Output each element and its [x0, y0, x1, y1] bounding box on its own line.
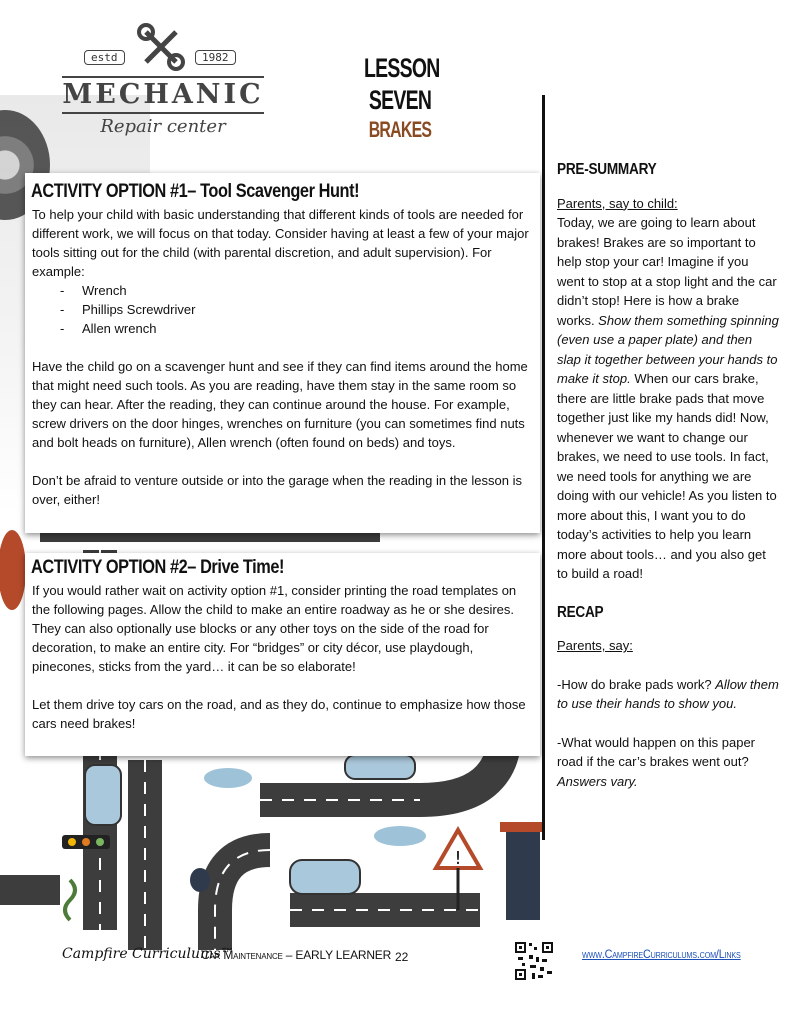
activity-option-1-card — [25, 173, 540, 533]
svg-text:!: ! — [454, 848, 462, 869]
presummary-title: PRE-SUMMARY — [557, 161, 657, 178]
recap-q2-italic: Answers vary. — [557, 773, 638, 789]
logo-estd-badge: estd — [84, 50, 125, 65]
tool-list-item: - Wrench — [60, 281, 537, 300]
lesson-title-line1: LESSON — [364, 53, 440, 83]
logo-subtitle: Repair center — [100, 116, 226, 137]
recap-q1-italic: Allow them to use their hands to show you. — [557, 676, 779, 711]
activity-1-body — [32, 205, 537, 528]
lesson-title-line2: SEVEN — [368, 85, 432, 115]
footer-brand: Campfire Curriculums™ — [62, 946, 235, 962]
activity-1-title: ACTIVITY OPTION #1– Tool Scavenger Hunt! — [31, 181, 360, 202]
qr-code-icon — [514, 941, 554, 981]
activity-1-intro: To help your child with basic understanding that different kinds of tools are needed for different work, we will focus on that today. Consider having at least a few of your major tools sitting out for the child (with parental discretion, and adult supervision). For example: — [32, 207, 529, 279]
activity-2-body — [32, 581, 537, 752]
activity-2-para2: Let them drive toy cars on the road, and as they do, continue to emphasize how those cars need brakes! — [32, 697, 526, 731]
right-column — [557, 160, 779, 810]
logo-name: MECHANIC — [62, 76, 264, 114]
recap-question-1 — [557, 675, 779, 714]
recap-q1-text: -How do brake pads work? — [557, 676, 716, 692]
column-divider — [542, 95, 545, 840]
presummary-prompt: Parents, say to child: — [557, 195, 678, 211]
wrench-screwdriver-icon — [136, 22, 186, 72]
activity-1-para2: Have the child go on a scavenger hunt and see if they can find items around the home that might need such tools. As you are reading, have them stay in the same room so they can hear. After the reading, they can continue around the house. For example, screw drivers on the door hinges, wrenches on furniture (you can sometimes find nuts and bolt heads on furniture), Allen wrench (often found on beds) and toys. — [32, 359, 528, 450]
recap-title: RECAP — [557, 603, 604, 621]
footer-course-title: Car Maintenance – EARLY LEARNER — [201, 948, 392, 962]
presummary-text-b: When our cars brake, there are little brake pads that move together just like my hands did! Now, whenever we want to change our brakes, we need to use tools. In fact, we need tools for anything we are doing with our vehicle! As you listen to more about this, I want you to do today’s activities to help you learn more about tools… and you also get to build a road! — [557, 371, 777, 581]
tool-list — [60, 281, 537, 338]
activity-option-2-card — [25, 553, 540, 756]
activity-2-para1: If you would rather wait on activity option #1, consider printing the road templates on the following pages. Allow the child to make an entire roadway as he or she desires. They can also optionally use blocks or any other toys on the side of the road for decoration, to make an entire city. For “bridges” or city décor, use playdough, pinecones, sticks from the yard… it can be so elaborate! — [32, 583, 517, 674]
tool-list-item: - Phillips Screwdriver — [60, 300, 537, 319]
campfire-links-url[interactable]: www.CampfireCurriculums.com/Links — [582, 947, 741, 961]
recap-q2-text: -What would happen on this paper road if the car’s brakes went out? — [557, 734, 756, 769]
activity-1-para3: Don’t be afraid to venture outside or into the garage when the reading in the lesson is over, either! — [32, 473, 522, 507]
page-number: 22 — [395, 950, 409, 964]
logo-year-badge: 1982 — [195, 50, 236, 65]
lesson-title-line3: BRAKES — [368, 117, 432, 142]
presummary-text — [557, 213, 779, 584]
mechanic-logo — [62, 22, 264, 144]
lesson-title — [364, 52, 440, 144]
presummary-text-a: Today, we are going to learn about brakes! Brakes are so important to help stop your car! Imagine if you went to stop at a stop light and the car didn’t stop! Here is how a brake works. — [557, 215, 777, 328]
activity-2-title: ACTIVITY OPTION #2– Drive Time! — [31, 557, 285, 578]
recap-prompt: Parents, say: — [557, 638, 633, 653]
tool-list-item: - Allen wrench — [60, 319, 537, 338]
recap-question-2 — [557, 733, 779, 792]
presummary-text-italic: Show them something spinning (even use a paper plate) and then slap it together between your hands to make it stop. — [557, 312, 779, 386]
